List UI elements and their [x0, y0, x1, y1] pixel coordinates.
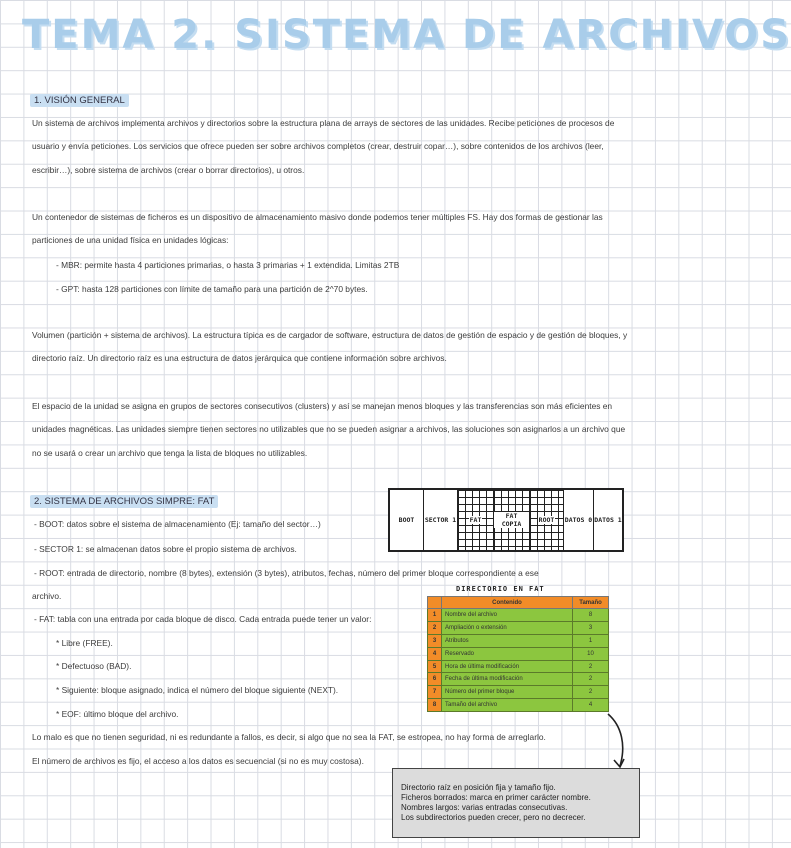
- note-line: Ficheros borrados: marca en primer carácter nombre.: [401, 793, 591, 802]
- disk-segment-boot: BOOT: [390, 490, 424, 550]
- table-row: 8 Tamaño del archivo 4: [428, 699, 609, 712]
- list-item-boot: - BOOT: datos sobre el sistema de almacenamiento (Ej: tamaño del sector…): [34, 519, 321, 529]
- page-title: TEMA 2. SISTEMA DE ARCHIVOS: [22, 12, 791, 58]
- list-item-root: - ROOT: entrada de directorio, nombre (8 bytes), extensión (3 bytes), atributos, fechas, número del primer bloque correspondiente a ese: [34, 568, 539, 578]
- disk-segment-sector1: SECTOR 1: [424, 490, 458, 550]
- table-row: 5 Hora de última modificación 2: [428, 660, 609, 673]
- table-header-number: [428, 597, 442, 609]
- note-line: Nombres largos: varias entradas consecutivas.: [401, 803, 568, 812]
- disk-segment-fat-copia: FAT COPIA: [494, 490, 530, 550]
- disk-segment-datos0: DATOS 0: [564, 490, 594, 550]
- paragraph-numero: El número de archivos es fijo, el acceso a los datos es secuencial (si no es muy costosa).: [32, 756, 364, 766]
- curved-arrow-icon: [604, 712, 634, 770]
- paragraph-volumen: Volumen (partición + sistema de archivos). La estructura típica es de cargador de software, estructura de datos de gestión de espacio y de gestión de bloques, y directorio raíz. Un directorio raíz es una estructura de datos jerárquica que contiene información sobre archivos.: [32, 330, 628, 364]
- section-heading-vision-general: 1. VISIÓN GENERAL: [30, 94, 129, 107]
- fat-value-eof: * EOF: último bloque del archivo.: [56, 709, 179, 719]
- note-line: Directorio raíz en posición fija y tamaño fijo.: [401, 783, 556, 792]
- disk-layout-diagram: [388, 488, 624, 552]
- table-row: 4 Reservado 10: [428, 647, 609, 660]
- paragraph-malo: Lo malo es que no tienen seguridad, ni es redundante a fallos, es decir, si algo que no sea la FAT, se estropea, no hay forma de arreglarlo.: [32, 732, 546, 742]
- directory-table-title: DIRECTORIO EN FAT: [456, 585, 545, 593]
- table-row: 7 Número del primer bloque 2: [428, 686, 609, 699]
- table-header-size: Tamaño: [573, 597, 609, 609]
- list-item-mbr: - MBR: permite hasta 4 particiones primarias, o hasta 3 primarias + 1 extendida. Limitas 2TB: [56, 260, 400, 270]
- list-item-root-cont: archivo.: [32, 591, 62, 601]
- table-row: 2 Ampliación o extensión 3: [428, 621, 609, 634]
- table-row: 3 Atributos 1: [428, 634, 609, 647]
- note-box: [392, 768, 640, 838]
- fat-value-defectuoso: * Defectuoso (BAD).: [56, 661, 132, 671]
- disk-segment-fat: FAT: [458, 490, 494, 550]
- disk-segment-root: ROOT: [530, 490, 564, 550]
- fat-value-siguiente: * Siguiente: bloque asignado, indica el número del bloque siguiente (NEXT).: [56, 685, 339, 695]
- directory-table: [427, 596, 609, 712]
- table-row: 6 Fecha de última modificación 2: [428, 673, 609, 686]
- list-item-fat: - FAT: tabla con una entrada por cada bloque de disco. Cada entrada puede tener un valor:: [34, 614, 372, 624]
- list-item-sector1: - SECTOR 1: se almacenan datos sobre el propio sistema de archivos.: [34, 544, 297, 554]
- fat-value-libre: * Libre (FREE).: [56, 638, 113, 648]
- paragraph-intro: Un sistema de archivos implementa archivos y directorios sobre la estructura plana de arrays de sectores de las unidades. Recibe peticiones de procesos de usuario y envía peticiones. Los servicios que ofrece pueden ser sobre archivos completos (crear, destruir copar…), sobre contenidos de los archivos (leer, escribir…), sobre sistema de archivos (crear o borrar directorios), u otros.: [32, 118, 615, 175]
- table-row: 1 Nombre del archivo 8: [428, 609, 609, 622]
- note-line: Los subdirectorios pueden crecer, pero no decrecer.: [401, 813, 586, 822]
- paragraph-clusters: El espacio de la unidad se asigna en grupos de sectores consecutivos (clusters) y así se manejan menos bloques y las transferencias son más eficientes en unidades magnéticas. Las unidades siempre tienen sectores no utilizables que no se pueden asignar a archivos, las soluciones son asignarlos a un archivo que no se usará o crear un archivo que tenga la lista de bloques no utilizables.: [32, 401, 626, 458]
- paragraph-contenedor: Un contenedor de sistemas de ficheros es un dispositivo de almacenamiento masivo donde podemos tener múltiples FS. Hay dos formas de gestionar las particiones de una unidad física en unidades lógicas:: [32, 212, 603, 246]
- table-header-content: Contenido: [442, 597, 573, 609]
- disk-segment-datos1: DATOS 1: [594, 516, 622, 524]
- list-item-gpt: - GPT: hasta 128 particiones con límite de tamaño para una partición de 2^70 bytes.: [56, 284, 368, 294]
- section-heading-fat: 2. SISTEMA DE ARCHIVOS SIMPRE: FAT: [30, 495, 218, 508]
